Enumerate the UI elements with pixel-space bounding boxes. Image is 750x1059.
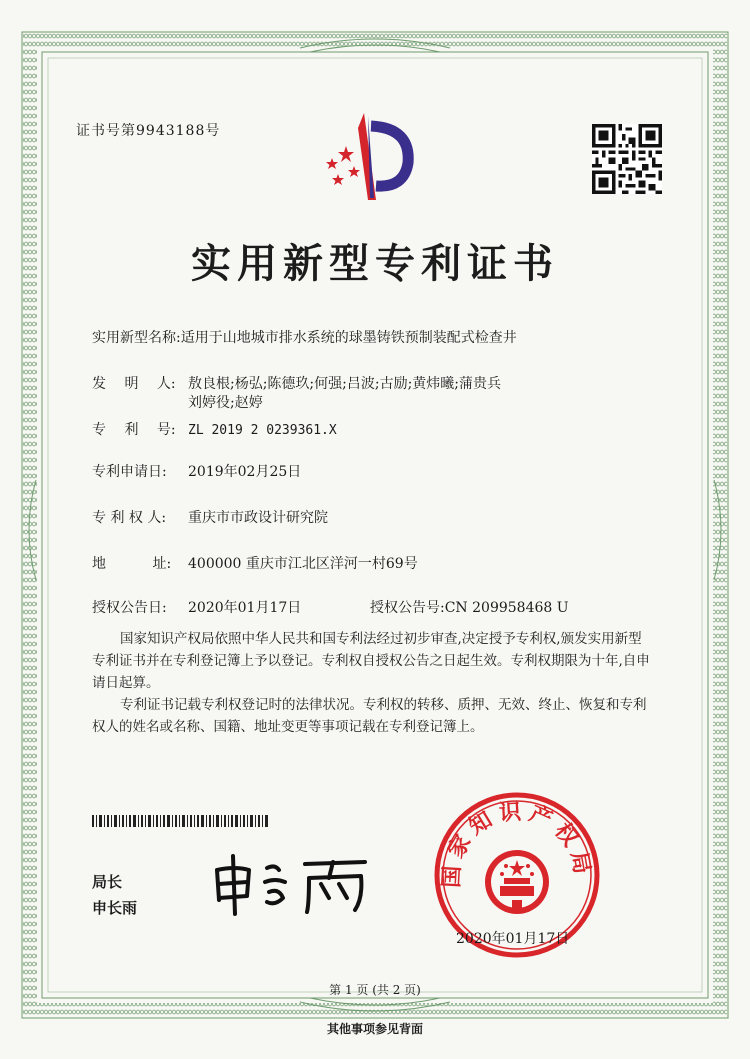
field-label: 实用新型名称: [92,330,181,346]
seal-date: 2020年01月17日 [456,931,570,947]
field-label: 地 址: [92,556,172,572]
field-application-date [92,461,301,481]
field-value: 400000 重庆市江北区洋河一村69号 [188,556,418,572]
field-label: 专 利 号: [92,422,176,438]
qr-code-icon [592,124,662,194]
field-value: CN 209958468 U [444,600,569,616]
field-value: 适用于山地城市排水系统的球墨铸铁预制装配式检查井 [180,330,517,346]
field-inventor [92,373,501,393]
page-number: 第 1 页 (共 2 页) [329,983,421,997]
field-value: 敖良根;杨弘;陈德玖;何强;吕波;古励;黄炜曦;蒲贵兵 [188,376,502,392]
barcode-icon [92,815,268,827]
field-value: ZL 2019 2 0239361.X [188,423,337,438]
field-utility-model-name [92,327,517,347]
field-patentee [92,507,328,527]
certificate-number: 证书号第9943188号 [76,123,221,139]
field-inventor-continued: 刘婷役;赵婷 [188,395,263,411]
field-label: 专利申请日: [92,464,167,480]
certificate-title: 实用新型专利证书 [191,241,559,287]
field-value: 重庆市市政设计研究院 [188,510,328,526]
paragraph-grant: 国家知识产权局依照中华人民共和国专利法经过初步审查,决定授予专利权,颁发实用新型专利证书并在专利登记簿上予以登记。专利权自授权公告之日起生效。专利权期限为十年,自申请日起算。 [92,631,650,691]
field-patent-number [92,419,337,439]
field-value: 2019年02月25日 [188,464,302,480]
footer-note: 其他事项参见背面 [326,1022,423,1036]
field-label: 授权公告号: [370,600,445,616]
field-address [92,553,418,573]
bureau-title: 局长 [92,873,123,891]
bureau-director-name: 申长雨 [92,899,138,917]
seal-text: 国家知识产权局 [439,799,596,889]
field-label: 发 明 人: [92,376,176,392]
legal-statement [92,628,652,738]
national-emblem-icon [485,850,549,914]
field-value: 2020年01月17日 [188,600,302,616]
handwritten-signature [205,848,375,918]
field-announcement-date [92,597,301,617]
field-announcement-number [370,597,569,617]
field-label: 授权公告日: [92,600,167,616]
field-label: 专 利 权 人: [92,510,167,526]
cnipa-logo-icon [316,108,426,208]
paragraph-legal-status: 专利证书记载专利权登记时的法律状况。专利权的转移、质押、无效、终止、恢复和专利权人的姓名或名称、国籍、地址变更等事项记载在专利登记簿上。 [92,697,647,735]
